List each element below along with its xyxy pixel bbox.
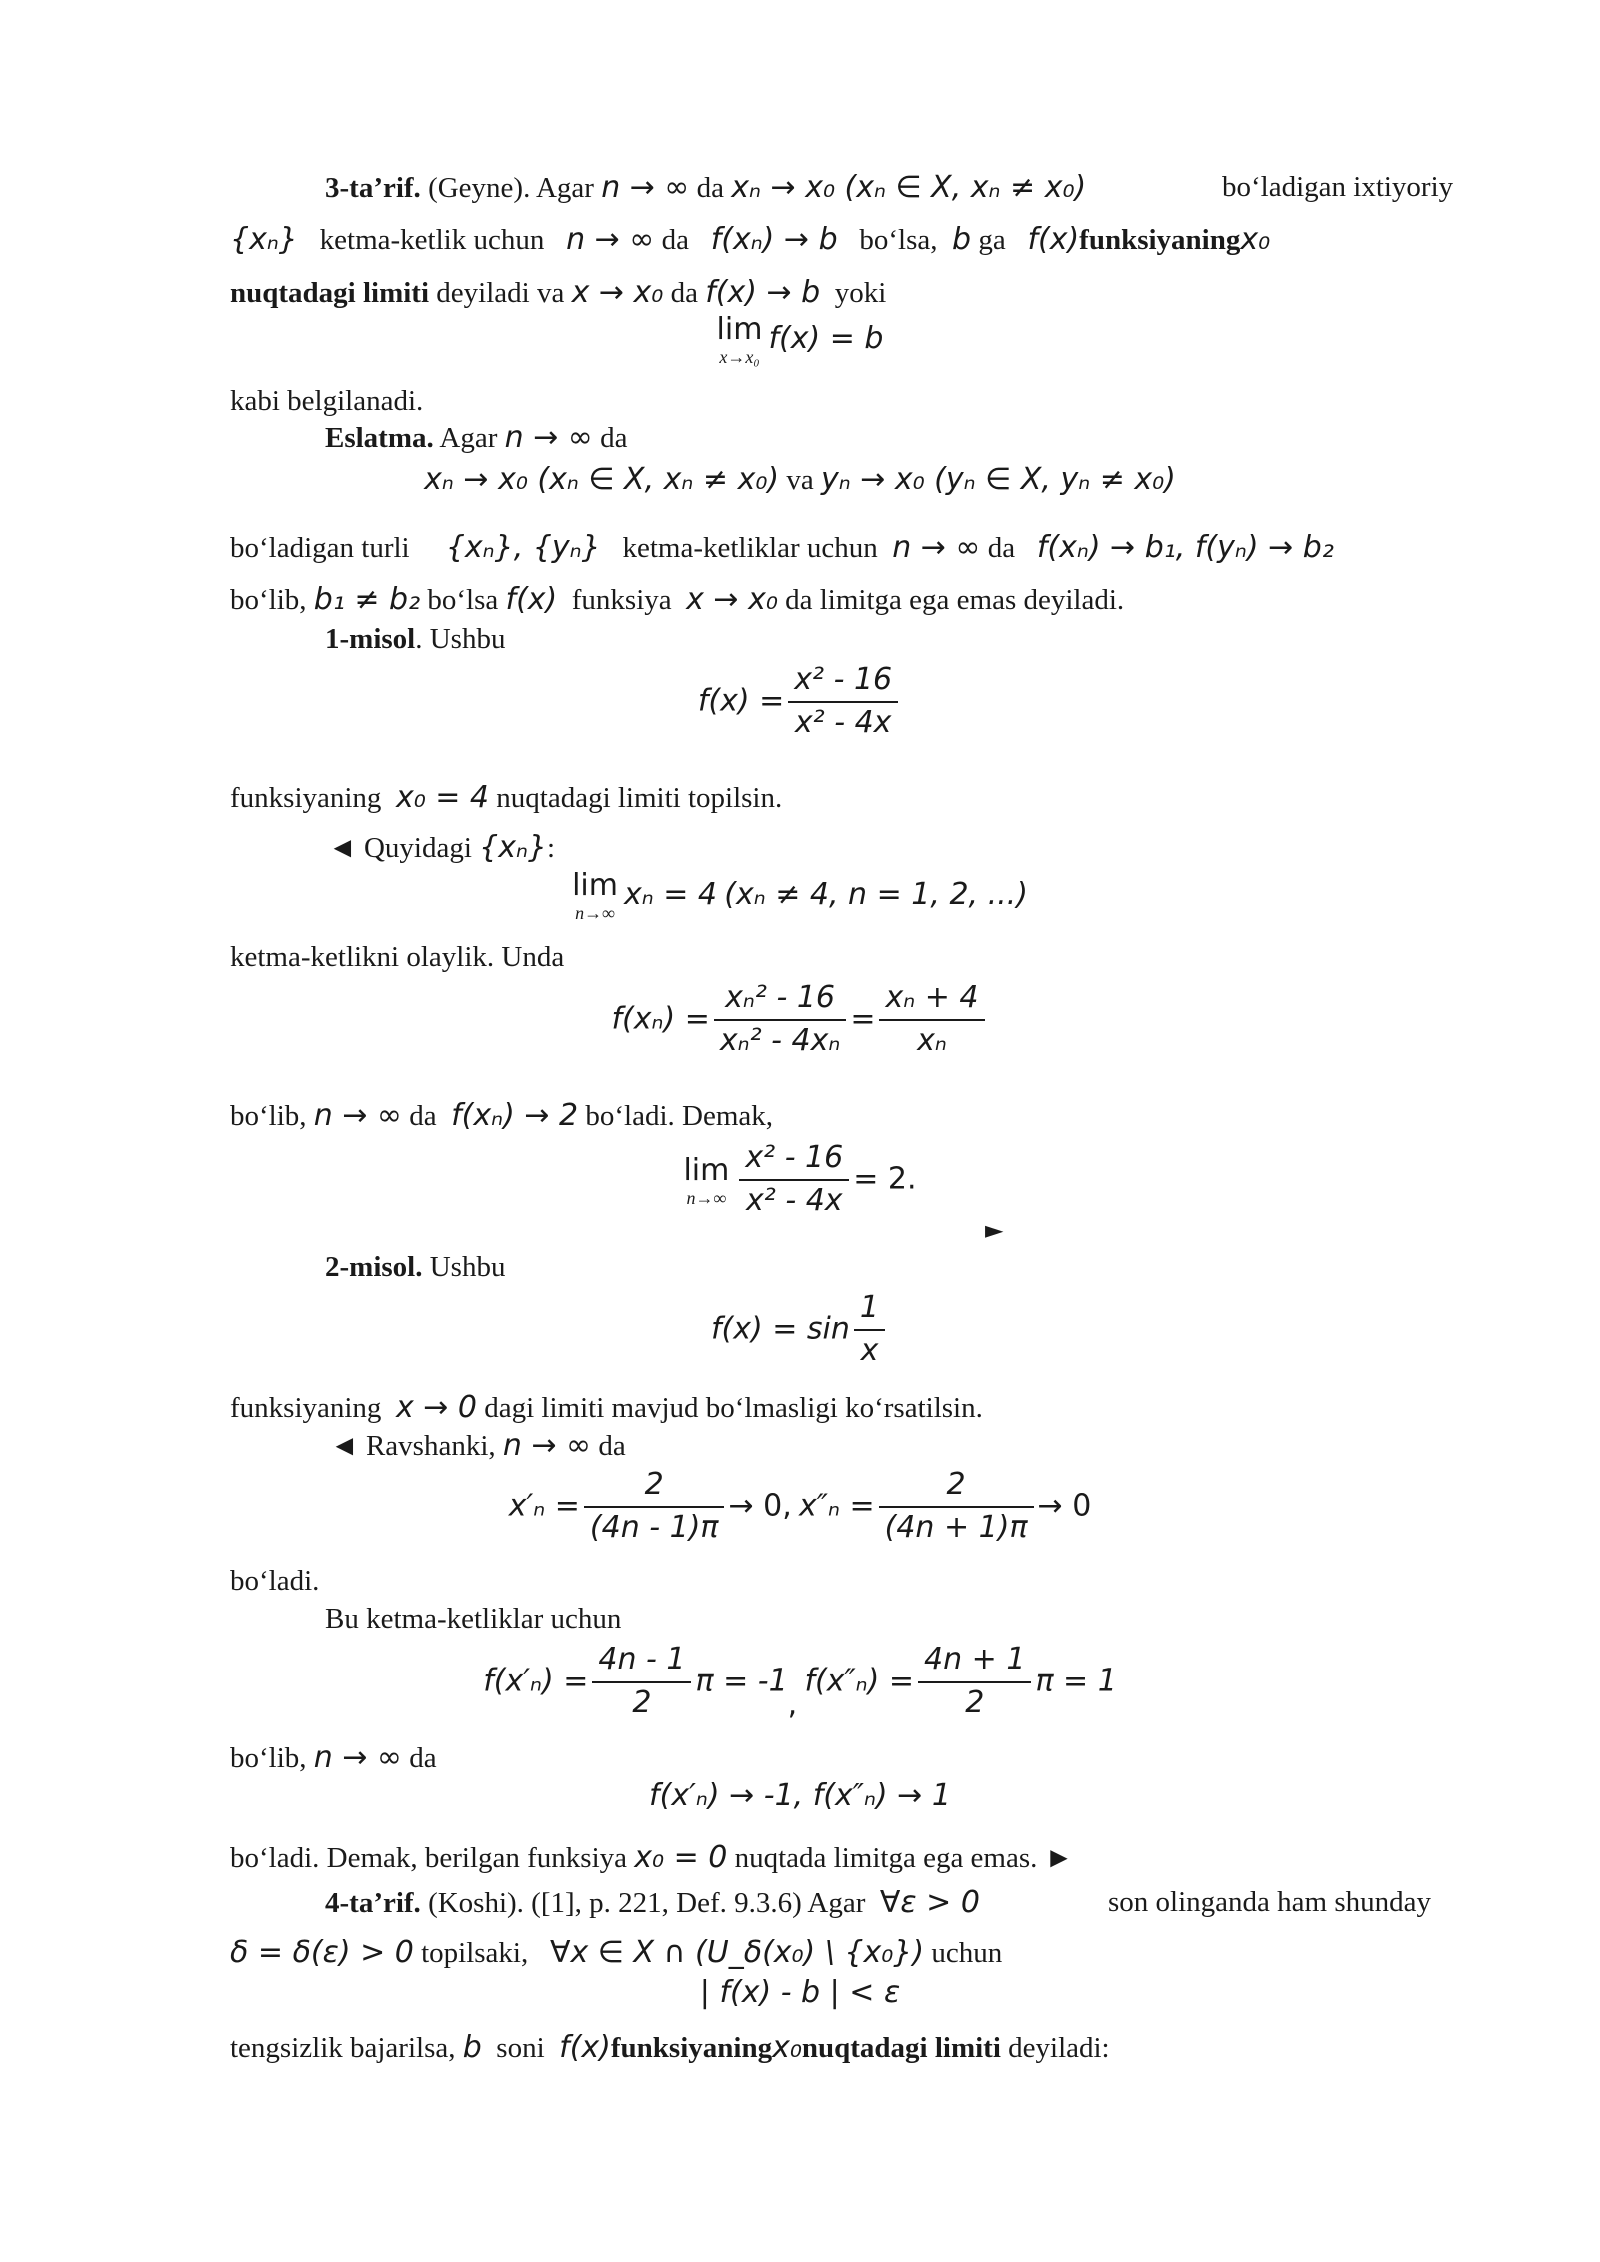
bold-term: funksiyaning [610, 2032, 773, 2064]
math: f(x) = b [768, 321, 884, 356]
denominator: xₙ² - 4xₙ [719, 1022, 841, 1058]
math: yₙ → x₀ (yₙ ∈ X, yₙ ≠ x₀) [820, 462, 1176, 497]
text: tengsizlik bajarilsa, [230, 2032, 456, 2064]
math: n → ∞ [313, 1740, 402, 1775]
text: bo‘lsa [427, 584, 499, 616]
math: n → ∞ [313, 1098, 402, 1133]
text: bo‘lib, [230, 1742, 307, 1774]
limit-operator [717, 312, 763, 366]
text: Ushbu [429, 1251, 506, 1283]
def4-line2 [230, 1935, 1002, 1971]
text: deyiladi va [436, 277, 565, 309]
math: {xₙ}, {yₙ} [445, 530, 601, 565]
math: x″ₙ = [799, 1488, 875, 1524]
math: x′ₙ = [508, 1488, 580, 1524]
text: funksiya [571, 584, 672, 616]
math: f(x) → b [705, 275, 821, 310]
def3-line1 [325, 170, 1086, 206]
text: bo‘ladigan turli [230, 532, 410, 564]
def3-formula [0, 312, 1600, 366]
text: nuqtada limitga ega emas. ► [734, 1842, 1074, 1874]
def4-line1-end [1108, 1885, 1431, 1920]
def4-line3 [230, 2030, 1110, 2066]
math: n → ∞ [504, 420, 593, 455]
denominator: x² - 4x [746, 1182, 843, 1218]
example2-values [0, 1640, 1600, 1723]
math: {xₙ} [230, 222, 298, 257]
math: x₀ = 4 [395, 780, 490, 815]
note-formula [0, 462, 1600, 498]
text: Bu ketma-ketliklar uchun [325, 1603, 622, 1635]
text: bo‘lsa, [859, 224, 938, 256]
text: ◄ Quyidagi [328, 832, 472, 864]
math: (xₙ ≠ 4, n = 1, 2, ...) [724, 877, 1028, 912]
text: soni [496, 2032, 545, 2064]
math: f(xₙ) = [611, 1001, 710, 1037]
text: da [598, 1430, 626, 1462]
example1-line4 [230, 940, 564, 975]
math: f(x) [559, 2030, 611, 2065]
text: ga [978, 224, 1006, 256]
text: bo‘lib, [230, 1100, 307, 1132]
math: f(xₙ) → b [710, 222, 838, 257]
example1-limit [0, 868, 1600, 922]
definition-heading: 3-ta’rif. [325, 172, 421, 204]
fraction [854, 1288, 885, 1371]
math: = [850, 1001, 876, 1037]
def4-line1 [325, 1885, 980, 1921]
math: | f(x) - b | < ε [699, 1975, 901, 2010]
example-heading: 1-misol [325, 623, 416, 655]
text: da [670, 277, 698, 309]
math: π = 1 [1035, 1663, 1117, 1699]
example1-heading-line [325, 622, 505, 657]
text: Agar [439, 422, 498, 454]
denominator: 2 [965, 1684, 985, 1720]
fraction [879, 1465, 1034, 1548]
def3-line3 [230, 275, 886, 311]
example2-formula [0, 1288, 1600, 1371]
numerator: 4n + 1 [918, 1640, 1031, 1683]
text: funksiyaning [230, 1392, 382, 1424]
math: → 0 [1037, 1488, 1092, 1524]
math: n → ∞ [892, 530, 981, 565]
example1-formula2 [0, 978, 1600, 1061]
text: bo‘ladi. Demak, berilgan funksiya [230, 1842, 628, 1874]
math: b [462, 2030, 482, 2065]
text: uchun [931, 1937, 1003, 1969]
text: da [409, 1742, 437, 1774]
math: f(x) [505, 582, 558, 617]
lim-word: lim [572, 868, 618, 903]
text: da [987, 532, 1016, 564]
math: f(xₙ) → b₁, f(yₙ) → b₂ [1036, 530, 1334, 565]
math: x → x₀ [571, 275, 664, 310]
math: = 2. [853, 1161, 917, 1197]
text: dagi limiti mavjud bo‘lmasligi ko‘rsatilsin. [484, 1392, 983, 1424]
text: son olinganda ham shunday [1108, 1886, 1431, 1918]
math: {xₙ} [479, 830, 548, 865]
math: x → 0 [395, 1390, 477, 1425]
end-of-proof-marker: ► [985, 1216, 1004, 1244]
math: x → x₀ [686, 582, 778, 617]
note-line3 [230, 530, 1334, 566]
lim-subscript: n→∞ [575, 903, 615, 923]
text: da limitga ega emas deyiladi. [785, 584, 1125, 616]
math: n → ∞ [566, 222, 655, 257]
example2-line6 [230, 1740, 437, 1776]
numerator: xₙ² - 16 [714, 978, 846, 1021]
math: n → ∞ [601, 170, 690, 205]
limit-operator [683, 1153, 729, 1207]
denominator: (4n + 1)π [884, 1509, 1028, 1545]
definition-heading: 4-ta’rif. [325, 1887, 421, 1919]
math: x₀ [772, 2030, 802, 2065]
bold-term: nuqtadagi limiti [230, 277, 430, 309]
numerator: xₙ + 4 [879, 978, 984, 1021]
text: ketma-ketlikni olaylik. Unda [230, 941, 565, 973]
math: f(x′ₙ) → -1, f(x″ₙ) → 1 [649, 1778, 951, 1813]
bold-term: funksiyaning [1079, 224, 1241, 256]
text: . Ushbu [415, 623, 506, 655]
fraction [879, 978, 984, 1061]
math: , [787, 1687, 798, 1722]
text: deyiladi: [1008, 2032, 1110, 2064]
math: f(x′ₙ) = [483, 1663, 589, 1699]
math: f(x) [1027, 222, 1080, 257]
math: x₀ = 0 [634, 1840, 728, 1875]
numerator: 2 [584, 1465, 725, 1508]
bold-term: nuqtadagi limiti [801, 2032, 1001, 2064]
fraction [592, 1640, 691, 1723]
math: ∀x ∈ X ∩ (U_δ(x₀) \ {x₀}) [549, 1935, 925, 1970]
math: n → ∞ [502, 1428, 592, 1463]
text: da [696, 172, 725, 204]
def3-line1-end [1222, 170, 1453, 205]
text: (Geyne). Agar [428, 172, 594, 204]
def4-inequality [0, 1975, 1600, 2011]
text: ketma-ketlik uchun [319, 224, 545, 256]
fraction [714, 978, 846, 1061]
text: bo‘ladi. Demak, [585, 1100, 774, 1132]
text: nuqtadagi limiti topilsin. [496, 782, 783, 814]
fraction [584, 1465, 725, 1548]
denominator: x [860, 1332, 879, 1368]
denominator: 2 [632, 1684, 652, 1720]
numerator: 2 [879, 1465, 1034, 1508]
example2-heading-line [325, 1250, 505, 1285]
denominator: xₙ [917, 1022, 947, 1058]
example1-line3 [328, 830, 555, 866]
math: f(x″ₙ) = [804, 1663, 915, 1699]
text: da [600, 422, 628, 454]
text: ketma-ketliklar uchun [622, 532, 878, 564]
text: da [661, 224, 689, 256]
text: bo‘ladigan ixtiyoriy [1222, 171, 1454, 203]
def3-line4 [230, 384, 423, 419]
example-heading: 2-misol. [325, 1251, 423, 1283]
note-line4 [230, 582, 1124, 618]
text: funksiyaning [230, 782, 382, 814]
example1-line5 [230, 1098, 773, 1134]
text: bo‘lib, [230, 584, 307, 616]
example1-line2 [230, 780, 782, 816]
fraction [788, 660, 898, 743]
example1-formula [0, 660, 1600, 743]
text: : [547, 832, 556, 864]
example2-sequences [0, 1465, 1600, 1548]
math: b₁ ≠ b₂ [313, 582, 421, 617]
fraction [739, 1138, 849, 1221]
limit-operator [572, 868, 618, 922]
lim-subscript: n→∞ [686, 1187, 727, 1208]
def3-line2 [230, 222, 1270, 258]
math: ∀ε > 0 [879, 1885, 980, 1920]
math: δ = δ(ε) > 0 [230, 1935, 414, 1970]
numerator: x² - 16 [788, 660, 898, 703]
numerator: 1 [854, 1288, 885, 1331]
example1-result [0, 1138, 1600, 1221]
example2-line4 [230, 1564, 319, 1599]
example2-line7 [230, 1840, 1073, 1876]
math: f(xₙ) → 2 [451, 1098, 579, 1133]
example2-line2 [230, 1390, 983, 1426]
text: kabi belgilanadi. [230, 385, 424, 417]
example2-limits [0, 1778, 1600, 1814]
denominator: (4n - 1)π [589, 1509, 719, 1545]
math: x₀ [1240, 222, 1271, 257]
math: xₙ → x₀ (xₙ ∈ X, xₙ ≠ x₀) [731, 170, 1087, 205]
numerator: 4n - 1 [592, 1640, 691, 1683]
example2-line5 [325, 1602, 621, 1637]
fraction [918, 1640, 1031, 1723]
math: xₙ = 4 [623, 877, 718, 912]
note-line1 [325, 420, 627, 456]
denominator: x² - 4x [794, 704, 892, 740]
text: (Koshi). ([1], p. 221, Def. 9.3.6) Agar [428, 1887, 866, 1919]
lim-subscript: x→x₀ [719, 347, 760, 367]
lim-word: lim [716, 312, 763, 347]
text: da [409, 1100, 437, 1132]
numerator: x² - 16 [739, 1138, 849, 1181]
text: ◄ Ravshanki, [330, 1430, 496, 1462]
math: f(x) = sin [710, 1311, 850, 1347]
math: b [952, 222, 972, 257]
note-heading: Eslatma. [325, 422, 434, 454]
math: xₙ → x₀ (xₙ ∈ X, xₙ ≠ x₀) [424, 462, 780, 497]
math: π = -1 [695, 1663, 788, 1699]
lim-word: lim [683, 1152, 730, 1188]
text: topilsaki, [421, 1937, 529, 1969]
math: f(x) = [697, 683, 785, 719]
text: bo‘ladi. [230, 1565, 320, 1597]
example2-line3 [330, 1428, 626, 1464]
math: → 0, [728, 1488, 792, 1524]
text: yoki [834, 277, 887, 309]
text: va [786, 464, 814, 496]
